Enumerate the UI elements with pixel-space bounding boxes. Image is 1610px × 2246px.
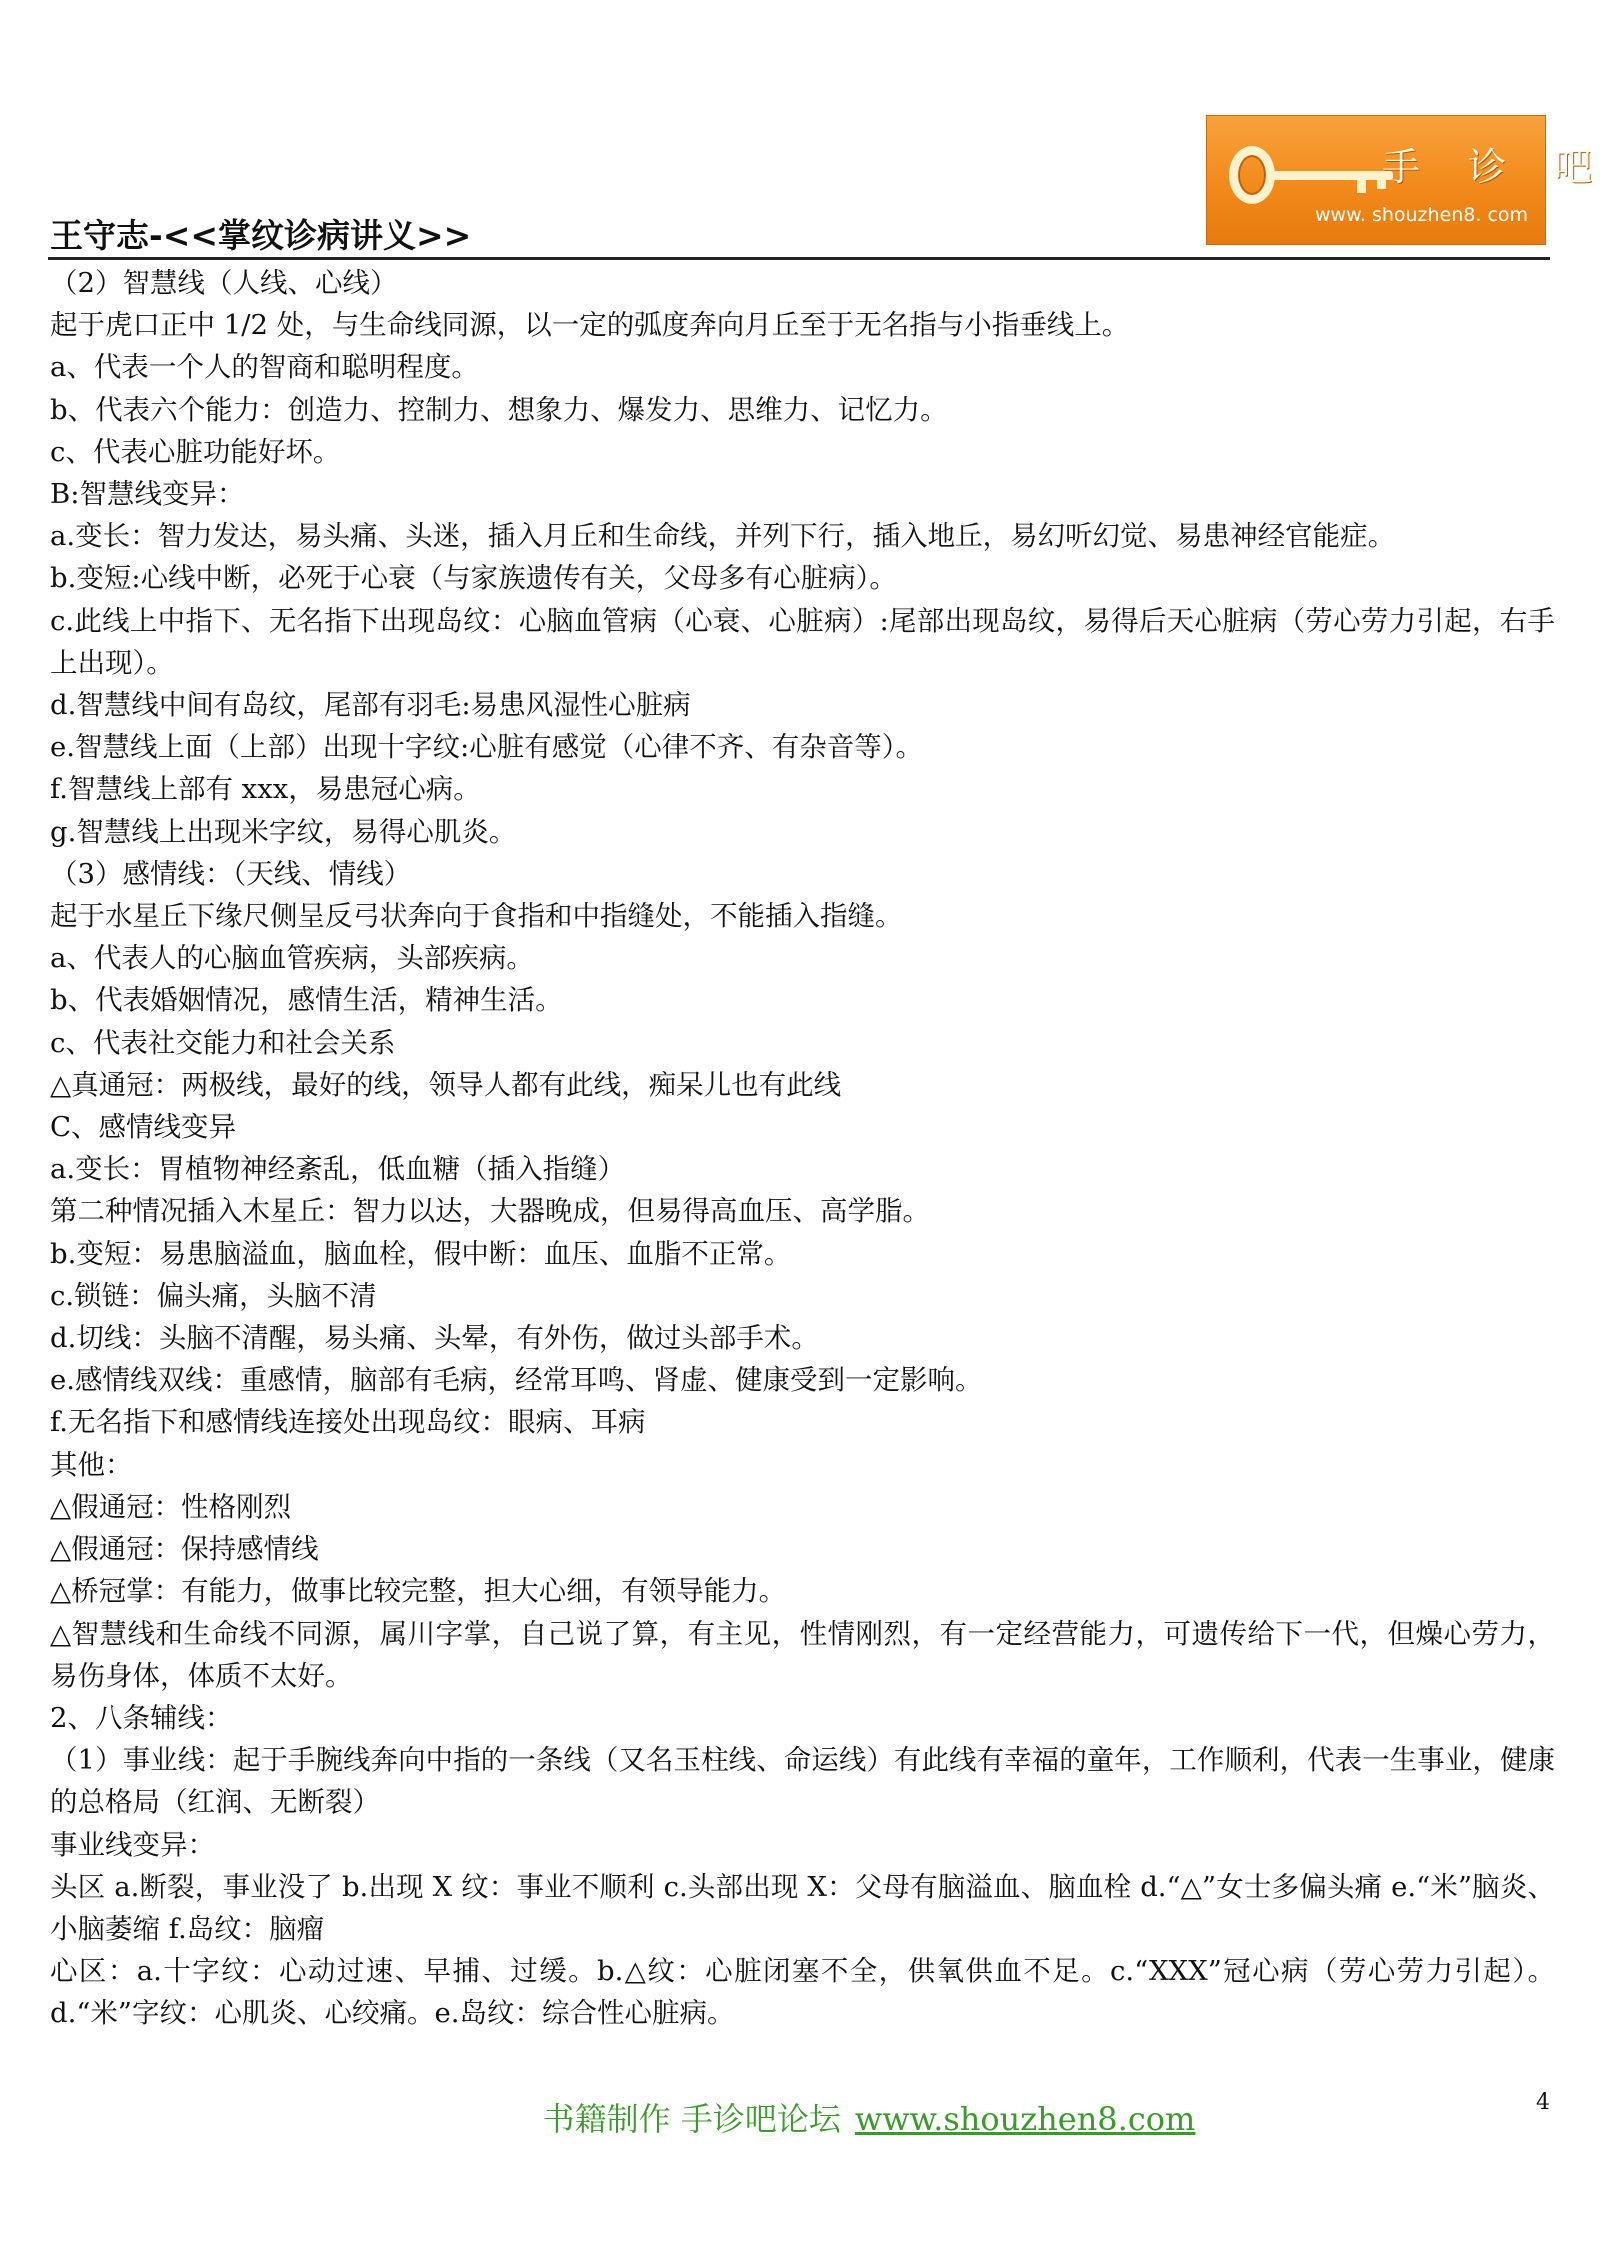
text-line: d.切线：头脑不清醒，易头痛、头晕，有外伤，做过头部手术。: [50, 1322, 819, 1355]
text-line: b、代表婚姻情况，感情生活，精神生活。: [50, 984, 563, 1017]
text-line: c、代表心脏功能好坏。: [50, 435, 341, 468]
text-line: d.智慧线中间有岛纹，尾部有羽毛:易患风湿性心脏病: [50, 689, 691, 722]
logo-url: www. shouzhen8. com: [1315, 204, 1529, 226]
text-line: △智慧线和生命线不同源，属川字掌，自己说了算，有主见，性情刚烈，有一定经营能力，可遗传给下一代，但燥心劳力，易伤身体，体质不太好。: [50, 1617, 1555, 1692]
text-line: C、感情线变异: [50, 1111, 237, 1144]
logo: [1206, 115, 1610, 245]
footer-url[interactable]: www.shouzhen8.com: [854, 2100, 1196, 2138]
text-line: e.感情线双线：重感情，脑部有毛病，经常耳鸣、肾虚、健康受到一定影响。: [50, 1364, 983, 1397]
text-line: △桥冠掌：有能力，做事比较完整，担大心细，有领导能力。: [50, 1575, 787, 1608]
text-line: a.变长：智力发达，易头痛、头迷，插入月丘和生命线，并列下行，插入地丘，易幻听幻觉、易患神经官能症。: [50, 520, 1396, 553]
text-line: 事业线变异：: [50, 1828, 215, 1861]
footer: [0, 2094, 1598, 2140]
header-divider: [48, 257, 1550, 260]
text-line: f.智慧线上部有 xxx，易患冠心病。: [50, 773, 481, 806]
text-line: 心区：a.十字纹：心动过速、早捕、过缓。b.△纹：心脏闭塞不全，供氧供血不足。c.“XXX”冠心病（劳心劳力引起）。d.“米”字纹：心肌炎、心绞痛。e.岛纹：综合性心脏病。: [50, 1955, 1555, 2030]
text-line: c.锁链：偏头痛，头脑不清: [50, 1279, 377, 1312]
text-line: 第二种情况插入木星丘：智力以达，大器晚成，但易得高血压、高学脂。: [50, 1195, 930, 1228]
text-line: （3）感情线：（天线、情线）: [50, 857, 412, 890]
text-line: b.变短:心线中断，必死于心衰（与家族遗传有关，父母多有心脏病）。: [50, 562, 897, 595]
text-line: （1）事业线：起于手腕线奔向中指的一条线（又名玉柱线、命运线）有此线有幸福的童年，工作顺利，代表一生事业，健康的总格局（红润、无断裂）: [50, 1744, 1555, 1819]
page-number: 4: [1536, 2090, 1550, 2115]
logo-name: 手 诊 吧: [1382, 145, 1610, 189]
text-line: f.无名指下和感情线连接处出现岛纹：眼病、耳病: [50, 1406, 646, 1439]
document-body: [50, 262, 1555, 2035]
text-line: 起于虎口正中 1/2 处，与生命线同源，以一定的弧度奔向月丘至于无名指与小指垂线上。: [50, 309, 1130, 342]
text-line: b.变短：易患脑溢血，脑血栓，假中断：血压、血脂不正常。: [50, 1237, 792, 1270]
text-line: g.智慧线上出现米字纹，易得心肌炎。: [50, 815, 517, 848]
text-line: c、代表社交能力和社会关系: [50, 1026, 396, 1059]
text-line: 其他：: [50, 1448, 133, 1481]
key-tooth: [1357, 179, 1366, 193]
text-line: △假通冠：保持感情线: [50, 1533, 319, 1566]
text-line: （2）智慧线（人线、心线）: [50, 267, 398, 299]
text-line: B:智慧线变异：: [50, 478, 245, 511]
document-title: 王守志-<<掌纹诊病讲义>>: [50, 216, 472, 255]
text-line: a、代表人的心脑血管疾病，头部疾病。: [50, 942, 534, 975]
text-line: a.变长：胃植物神经紊乱，低血糖（插入指缝）: [50, 1153, 626, 1186]
text-line: △假通冠：性格刚烈: [50, 1490, 292, 1523]
key-shaft: [1273, 171, 1393, 180]
text-line: b、代表六个能力：创造力、控制力、想象力、爆发力、思维力、记忆力。: [50, 393, 948, 426]
text-line: △真通冠：两极线，最好的线，领导人都有此线，痴呆儿也有此线: [50, 1068, 842, 1101]
text-line: e.智慧线上面（上部）出现十字纹:心脏有感觉（心律不齐、有杂音等）。: [50, 731, 924, 764]
text-line: c.此线上中指下、无名指下出现岛纹：心脑血管病（心衰、心脏病）:尾部出现岛纹，易得后天心脏病（劳心劳力引起，右手上出现）。: [50, 604, 1555, 679]
key-icon: [1229, 146, 1275, 204]
text-line: 头区 a.断裂，事业没了 b.出现 X 纹：事业不顺利 c.头部出现 X：父母有脑溢血、脑血栓 d.“△”女士多偏头痛 e.“米”脑炎、小脑萎缩 f.岛纹：脑瘤: [50, 1870, 1555, 1945]
footer-label: 书籍制作 手诊吧论坛: [542, 2100, 841, 2138]
text-line: 2、八条辅线：: [50, 1701, 233, 1734]
text-line: 起于水星丘下缘尺侧呈反弓状奔向于食指和中指缝处，不能插入指缝。: [50, 900, 903, 933]
text-line: a、代表一个人的智商和聪明程度。: [50, 351, 479, 384]
